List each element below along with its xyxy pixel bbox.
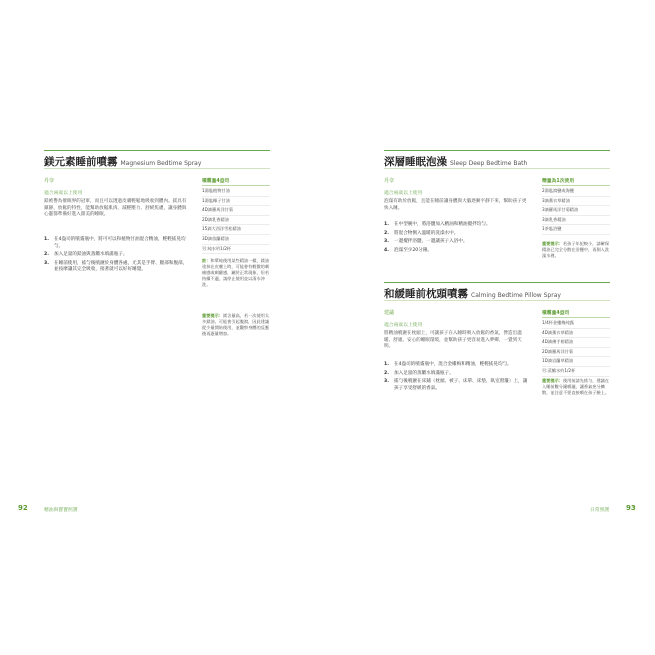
step-item: 4. 泡澡至少20分鐘。: [384, 247, 433, 253]
right-top-title-zh: 深層睡眠泡澡: [384, 156, 447, 168]
ingredient-item: 3滴羅馬洋甘菊精油: [542, 206, 610, 216]
step-item: 1. 在4盎司的噴霧瓶中，混合金縷梅和精油，輕輕搖晃均勻。: [384, 362, 512, 367]
left-ingredients-title: 噴霧量4盎司: [202, 179, 230, 184]
left-subhead: 適合兩歲以上使用: [44, 191, 83, 196]
right-bottom-title-rule: [384, 282, 610, 283]
right-bottom-ingredients-divider: [542, 317, 610, 318]
step-item: 2. 將混合物倒入溫暖的洗澡水中。: [384, 230, 459, 236]
left-recipe-title-en: Magnesium Bedtime Spray: [120, 160, 202, 167]
step-item: 3. 在睡前使用，搖勻後噴灑於身體各處，尤其是手臂、腿部和腹部，並按摩讓其完全吸收，接著就可以好好睡覺。: [44, 260, 188, 272]
left-title-underline: [44, 168, 270, 169]
left-intro: 鎂被譽為催眠界的冠軍，而且可以透過皮膚輕鬆地吸收到體內。鎂具有鎮靜、放鬆的特性，能幫助放鬆肌肉、減輕壓力、舒緩焦慮，讓身體與心靈都準備好進入甜美的睡眠。: [44, 199, 187, 217]
ingredient-item: 1茶匙浴鹽: [542, 225, 610, 235]
ingredient-item: 4D滴羅馬洋甘菊: [202, 206, 270, 216]
left-recipe-title-zh: 鎂元素睡前噴霧: [44, 156, 118, 168]
left-yield-label: 丹奈: [44, 178, 55, 184]
ingredient-item: 1湯匙椰子甘油: [202, 197, 270, 207]
right-top-ingredients-title: 精量為1次使用: [542, 179, 575, 184]
ingredient-item: 3D滴依蘭精油: [202, 235, 270, 245]
left-footer-title: 精油與寶寶照護: [44, 508, 78, 513]
right-top-ingredients-divider: [542, 185, 610, 186]
left-ingredients-list: [202, 187, 270, 254]
right-top-title-underline: [384, 168, 610, 169]
ingredient-item: 3滴乳香精油: [542, 216, 610, 226]
left-title-rule: [44, 150, 270, 151]
right-top-steps: [384, 222, 530, 256]
step-item: 2. 加入足量的蒸餾水填滿瓶子。: [384, 370, 454, 376]
right-top-recipe-title: [384, 154, 527, 169]
right-bottom-important-note: 重要提示：使用前請先搖勻，建議在入睡前數分鐘噴灑，讓香氣充分擴散，並注意不要直接噴在孩子臉上。: [542, 378, 610, 395]
right-page-number: 93: [626, 504, 636, 512]
left-important-note: 重要提示：鎂含量高，若一次使用太多鎂油，可能會引起腹瀉，因此建議從少量開始使用，並觀察身體的反應後再逐量增加。: [202, 313, 270, 336]
right-bottom-yield-label: 建議: [384, 310, 395, 316]
right-top-yield-label: 丹奈: [384, 178, 395, 184]
ingredient-item: 4D滴佛手柑精油: [542, 338, 610, 348]
step-item: 2. 加入足量的鎂油與蒸餾水填滿瓶子。: [44, 252, 128, 257]
right-bottom-intro: 將精油噴灑在枕頭上，可讓孩子在入睡時吸入放鬆的香氣，營造出溫暖、舒適、安心的睡眠環境，並幫助孩子更容易進入夢鄉，一覺到天明。: [384, 331, 522, 349]
right-bottom-recipe-title: [384, 286, 561, 301]
right-bottom-title-zh: 和緩睡前枕頭噴霧: [384, 288, 468, 300]
left-note: 註：和單純使用某些精油一樣，鎂油塗抹在皮膚上時，可能會有輕微的刺痛感或刺癢感，屬於正常現象，但若持續不適，請停止使用並以清水沖洗。: [202, 258, 270, 287]
ingredient-item: 3滴薰衣草精油: [542, 197, 610, 207]
ingredient-item: 另:蒸餾水約1/2杯: [542, 367, 610, 377]
right-top-ingredients-list: [542, 187, 610, 235]
ingredient-item: 15滴大西洋雪松精油: [202, 225, 270, 235]
right-top-title-rule: [384, 150, 610, 151]
left-steps: [44, 237, 190, 276]
left-page-number: 92: [18, 504, 28, 512]
ingredient-item: 1湯匙植物甘油: [202, 187, 270, 197]
left-recipe-title: [44, 154, 201, 169]
step-item: 1. 在4盎司的噴霧瓶中，將可可以和植物甘油混合精油，輕輕搖晃均勻。: [44, 237, 186, 249]
ingredient-item: 1D滴岩蘭草精油: [542, 357, 610, 367]
step-item: 3. 一邊攪拌浴鹽，一邊讓孩子入浴中。: [384, 239, 468, 244]
ingredient-item: 2D滴羅馬洋甘菊: [542, 348, 610, 358]
right-bottom-ingredients-title: 噴霧量4盎司: [542, 311, 570, 316]
right-top-title-en: Sleep Deep Bedtime Bath: [450, 160, 528, 167]
right-top-important-note: 重要提示：若孩子年紀較小，請確保精油已完全分散在浴鹽中，再倒入洗澡水裡。: [542, 241, 610, 258]
ingredient-item: 4D滴薰衣草精油: [542, 329, 610, 339]
right-top-intro: 泡澡有助於放鬆，且能在睡前讓身體與大腦逐漸平靜下來，幫助孩子更快入睡。: [384, 199, 527, 211]
step-item: 1. 在中型碗中，將浴鹽加入精油和精油攪拌均勻。: [384, 222, 491, 227]
right-footer-title: 日常照護: [590, 508, 610, 513]
ingredient-item: 1/4杯金縷梅純露: [542, 319, 610, 329]
ingredient-item: 2湯匙瀉鹽或海鹽: [542, 187, 610, 197]
right-top-subhead: 適合兩歲以上使用: [384, 191, 423, 196]
right-bottom-steps: [384, 362, 530, 394]
right-bottom-title-en: Calming Bedtime Pillow Spray: [471, 292, 561, 299]
right-bottom-ingredients-list: [542, 319, 610, 377]
ingredient-item: 2D滴乳香精油: [202, 216, 270, 226]
right-bottom-subhead: 適合兩歲以上使用: [384, 323, 423, 328]
ingredient-item: 另:純水約1/2杯: [202, 245, 270, 255]
left-ingredients-divider: [202, 185, 270, 186]
step-item: 3. 搖勻後噴灑在床鋪（枕頭、被子、床單、床墊、臥室窗簾）上，讓孩子享受舒緩的香氣。: [384, 379, 528, 391]
right-bottom-title-underline: [384, 300, 610, 301]
